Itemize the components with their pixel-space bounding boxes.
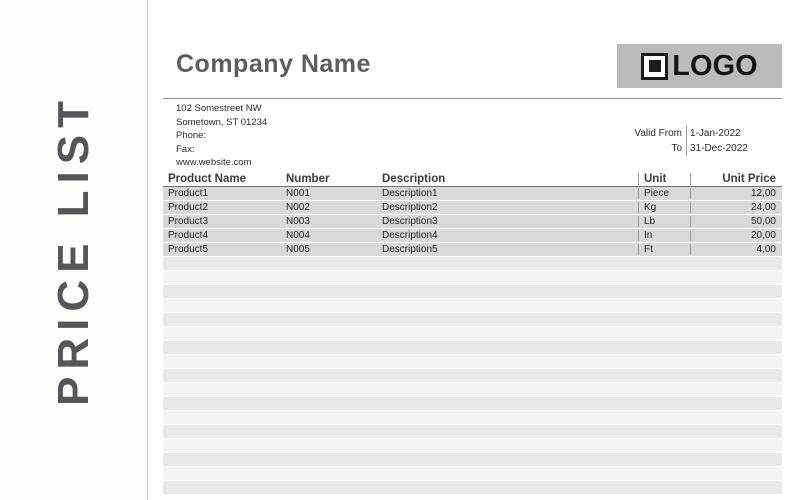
cell-unit: In (638, 230, 690, 241)
table-row-empty[interactable] (163, 257, 782, 271)
cell-unit-price: 4,00 (690, 244, 782, 255)
valid-to-label: To (671, 143, 682, 154)
cell-unit-price: 50,00 (690, 216, 782, 227)
table-header-row (163, 170, 782, 187)
cell-product-name: Product2 (168, 202, 209, 213)
table-row-empty[interactable] (163, 383, 782, 397)
cell-description: Description5 (382, 244, 438, 255)
cell-unit-price: 20,00 (690, 230, 782, 241)
cell-product-name: Product3 (168, 216, 209, 227)
cell-unit-price: 24,00 (690, 202, 782, 213)
table-row[interactable] (163, 201, 782, 215)
phone-label: Phone: (176, 130, 207, 141)
cell-product-name: Product4 (168, 230, 209, 241)
website: www.website.com (176, 157, 252, 168)
table-row-empty[interactable] (163, 341, 782, 355)
header-description: Description (382, 173, 446, 185)
cell-number: N003 (286, 216, 310, 227)
header-unit-price: Unit Price (690, 173, 782, 185)
table-body (163, 187, 782, 495)
cell-unit: Kg (638, 202, 690, 213)
vertical-title-text: PRICE LIST (49, 93, 98, 407)
address-line-2: Sometown, ST 01234 (176, 116, 268, 128)
cell-number: N001 (286, 188, 310, 199)
table-row-empty[interactable] (163, 411, 782, 425)
table-row-empty[interactable] (163, 425, 782, 439)
cell-unit: Lb (638, 216, 690, 227)
logo-text: LOGO (672, 49, 758, 82)
valid-to-value: 31-Dec-2022 (686, 141, 782, 156)
table-row-empty[interactable] (163, 327, 782, 341)
table-row-empty[interactable] (163, 299, 782, 313)
cell-description: Description2 (382, 202, 438, 213)
table-row[interactable] (163, 243, 782, 257)
fax-label: Fax: (176, 143, 195, 155)
table-row-empty[interactable] (163, 285, 782, 299)
logo-square-inner-icon (649, 60, 661, 72)
validity-block (562, 126, 782, 156)
table-row-empty[interactable] (163, 467, 782, 481)
logo-square-icon (641, 53, 668, 80)
cell-product-name: Product1 (168, 188, 209, 199)
cell-unit-price: 12,00 (690, 188, 782, 199)
table-row-empty[interactable] (163, 271, 782, 285)
cell-product-name: Product5 (168, 244, 209, 255)
valid-from-row (562, 126, 782, 141)
table-row[interactable] (163, 229, 782, 243)
cell-number: N002 (286, 202, 310, 213)
document-header (163, 44, 782, 94)
table-row-empty[interactable] (163, 397, 782, 411)
cell-unit: Piece (638, 188, 690, 199)
header-unit: Unit (638, 173, 690, 185)
cell-number: N004 (286, 230, 310, 241)
table-row[interactable] (163, 215, 782, 229)
cell-description: Description1 (382, 188, 438, 199)
logo-inner (641, 50, 757, 83)
valid-to-row (562, 141, 782, 156)
valid-from-label: Valid From (634, 128, 682, 139)
table-row-empty[interactable] (163, 481, 782, 495)
cell-description: Description3 (382, 216, 438, 227)
table-row-empty[interactable] (163, 313, 782, 327)
sheet-area (149, 0, 800, 500)
table-row-empty[interactable] (163, 369, 782, 383)
table-row-empty[interactable] (163, 453, 782, 467)
header-number: Number (286, 173, 330, 185)
table-row-empty[interactable] (163, 355, 782, 369)
table-row[interactable] (163, 187, 782, 201)
header-divider (163, 98, 782, 99)
vertical-price-list-title (0, 0, 148, 500)
price-table (163, 170, 782, 495)
company-name: Company Name (176, 50, 371, 78)
header-product-name: Product Name (168, 173, 246, 185)
cell-number: N005 (286, 244, 310, 255)
cell-unit: Ft (638, 244, 690, 255)
address-line-1: 102 Somestreet NW (176, 103, 262, 114)
logo-block (617, 44, 782, 88)
cell-description: Description4 (382, 230, 438, 241)
address-block (176, 102, 267, 170)
valid-from-value: 1-Jan-2022 (686, 126, 782, 141)
table-row-empty[interactable] (163, 439, 782, 453)
